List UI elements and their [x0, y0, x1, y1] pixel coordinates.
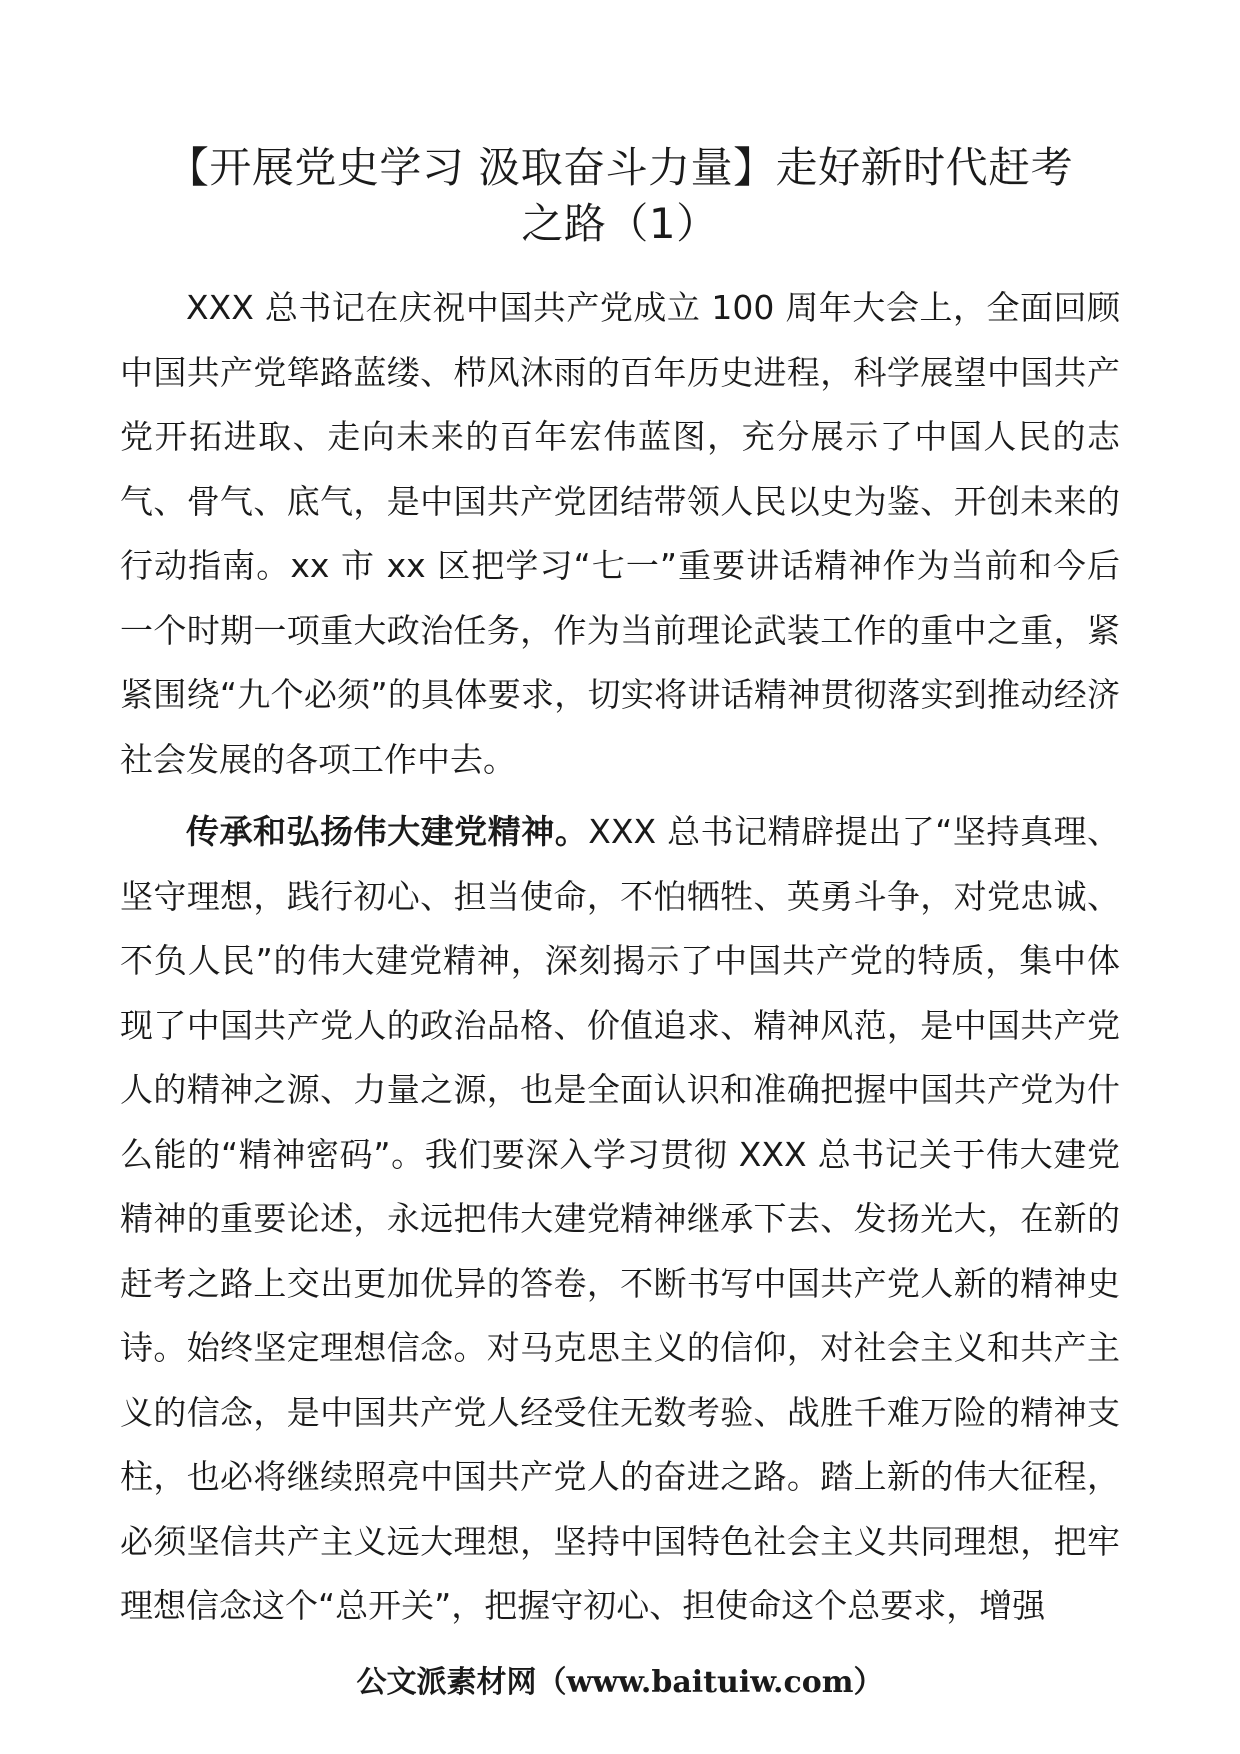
footer-watermark: 公文派素材网（www.baituiw.com） [356, 1665, 884, 1700]
document-title [120, 140, 1120, 252]
paragraph-party-spirit [120, 800, 1120, 1639]
paragraph-intro: XXX 总书记在庆祝中国共产党成立 100 周年大会上，全面回顾中国共产党筚路蓝缕、栉风沐雨的百年历史进程，科学展望中国共产党开拓进取、走向未来的百年宏伟蓝图，充分展示了中国人民的志气、骨气、底气，是中国共产党团结带领人民以史为鉴、开创未来的行动指南。xx 市 xx 区把学习“七一”重要讲话精神作为当前和今后一个时期一项重大政治任务，作为当前理论武装工作的重中之重，紧紧围绕“九个必须”的具体要求，切实将讲话精神贯彻落实到推动经济社会发展的各项工作中去。 [120, 288, 1120, 779]
paragraph-body-text: XXX 总书记精辟提出了“坚持真理、坚守理想，践行初心、担当使命，不怕牺牲、英勇斗争，对党忠诚、不负人民”的伟大建党精神，深刻揭示了中国共产党的特质，集中体现了中国共产党人的政治品格、价值追求、精神风范，是中国共产党人的精神之源、力量之源，也是全面认识和准确把握中国共产党为什么能的“精神密码”。我们要深入学习贯彻 XXX 总书记关于伟大建党精神的重要论述，永远把伟大建党精神继承下去、发扬光大，在新的赶考之路上交出更加优异的答卷，不断书写中国共产党人新的精神史诗。始终坚定理想信念。对马克思主义的信仰，对社会主义和共产主义的信念，是中国共产党人经受住无数考验、战胜千难万险的精神支柱，也必将继续照亮中国共产党人的奋进之路。踏上新的伟大征程，必须坚信共产主义远大理想，坚持中国特色社会主义共同理想，把牢理想信念这个“总开关”，把握守初心、担使命这个总要求，增强 [120, 812, 1120, 1625]
title-line-1: 【开展党史学习 汲取奋斗力量】走好新时代赶考 [166, 143, 1074, 192]
document-body [120, 276, 1120, 1639]
title-line-2: 之路（1） [521, 199, 719, 248]
paragraph-lead-heading: 传承和弘扬伟大建党精神。 [186, 812, 589, 851]
